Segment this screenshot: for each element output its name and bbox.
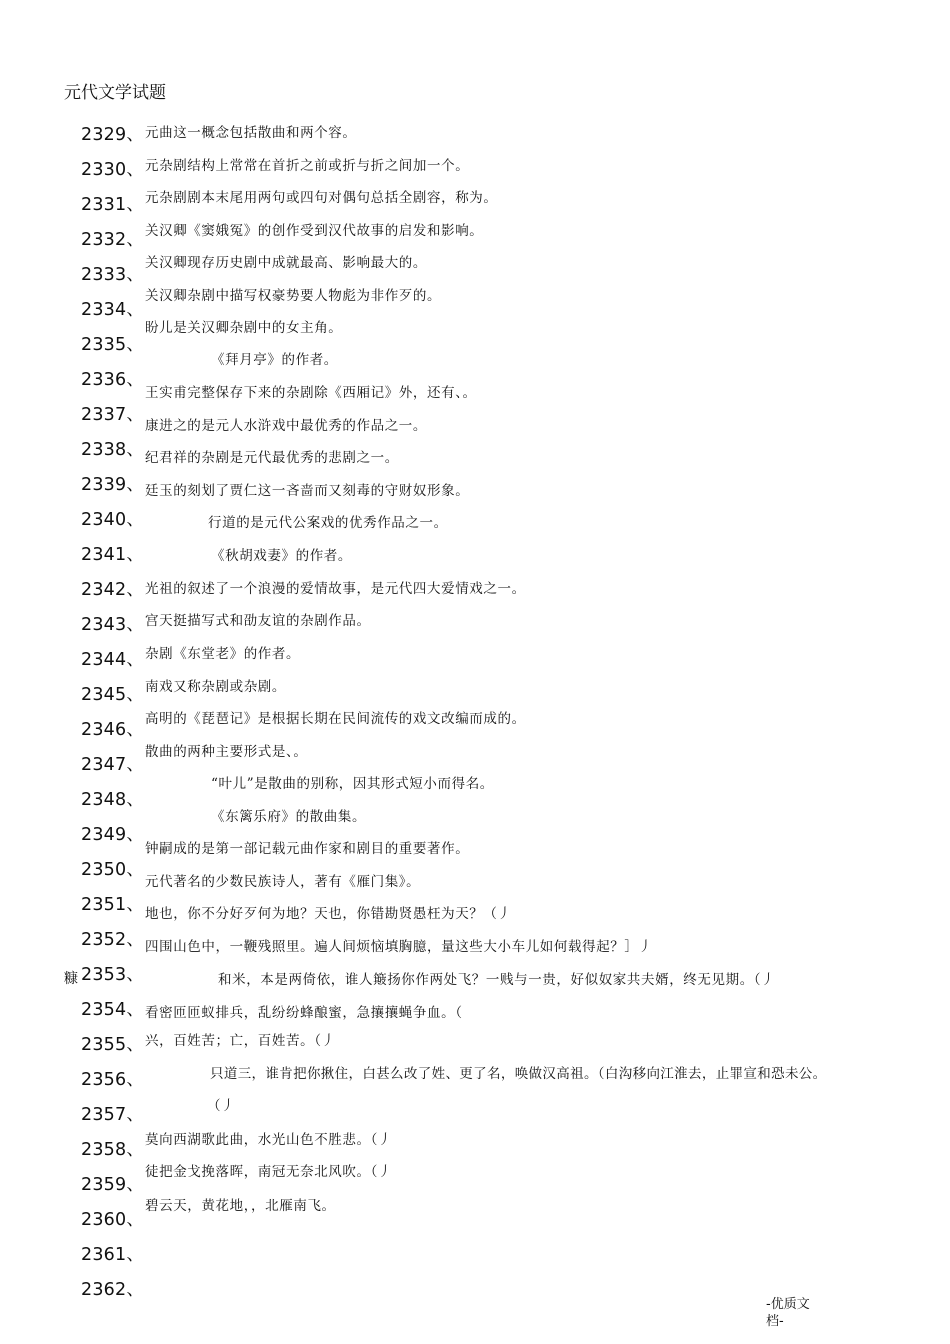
question-number: 2360、	[81, 1210, 145, 1230]
question-number: 2350、	[81, 860, 145, 880]
question-number: 2349、	[81, 825, 145, 845]
question-text: 宫天挺描写式和劭友谊的杂剧作品。	[145, 613, 371, 629]
question-number: 2354、	[81, 1000, 145, 1020]
question-text: 康进之的是元人水浒戏中最优秀的作品之一。	[145, 418, 427, 434]
question-number: 2351、	[81, 895, 145, 915]
question-number: 2346、	[81, 720, 145, 740]
question-text: 高明的《琵琶记》是根据长期在民间流传的戏文改编而成的。	[145, 711, 526, 727]
question-number: 2358、	[81, 1140, 145, 1160]
question-text: 莫向西湖歌此曲，水光山色不胜悲。（丿	[145, 1132, 393, 1148]
question-number: 2348、	[81, 790, 145, 810]
question-number: 2338、	[81, 440, 145, 460]
stray-character: 糠	[64, 971, 78, 987]
question-text: “叶儿”是散曲的别称，因其形式短小而得名。	[211, 776, 494, 792]
question-text: 元代著名的少数民族诗人，著有《雁门集》。	[145, 874, 421, 890]
question-text: 廷玉的刻划了贾仁这一吝啬而又刻毒的守财奴形象。	[145, 483, 470, 499]
question-text: 和米，本是两倚依，谁人簸扬你作两处飞？一贱与一贵，好似奴家共夫婿，终无见期。（丿	[218, 972, 776, 988]
footer-line-2: 档-	[766, 1314, 784, 1329]
question-text: 元杂剧结构上常常在首折之前或折与折之间加一个。	[145, 158, 470, 174]
question-text: 《秋胡戏妻》的作者。	[211, 548, 352, 564]
question-text: 兴，百姓苦；亡，百姓苦。（丿	[145, 1033, 336, 1049]
question-number: 2345、	[81, 685, 145, 705]
question-text: 关汉卿《窦娥冤》的创作受到汉代故事的启发和影响。	[145, 223, 484, 239]
question-number: 2342、	[81, 580, 145, 600]
question-text: 光祖的叙述了一个浪漫的爱情故事，是元代四大爱情戏之一。	[145, 581, 526, 597]
question-text: 元杂剧剧本末尾用两句或四句对偶句总括全剧容，称为。	[145, 190, 498, 206]
page-title: 元代文学试题	[64, 83, 166, 103]
question-text: 杂剧《东堂老》的作者。	[145, 646, 301, 662]
question-number: 2335、	[81, 335, 145, 355]
question-text: 四围山色中，一鞭残照里。遍人间烦恼填胸臆，量这些大小车儿如何载得起？］丿	[145, 939, 653, 955]
question-number: 2352、	[81, 930, 145, 950]
question-text: 地也，你不分好歹何为地？天也，你错勘贤愚枉为天？（丿	[145, 906, 512, 922]
question-number: 2343、	[81, 615, 145, 635]
question-number: 2341、	[81, 545, 145, 565]
question-text: 《拜月亭》的作者。	[211, 352, 338, 368]
question-text: 南戏又称杂剧或杂剧。	[145, 679, 286, 695]
question-text: （丿	[207, 1098, 236, 1114]
question-number: 2357、	[81, 1105, 145, 1125]
question-number: 2331、	[81, 195, 145, 215]
question-number: 2339、	[81, 475, 145, 495]
question-text: 只道三，谁肯把你揪住，白甚么改了姓、更了名，唤做汉高祖。（白沟移向江淮去，止罪宣和恐未公。	[210, 1066, 827, 1082]
question-text: 盼儿是关汉卿杂剧中的女主角。	[145, 320, 343, 336]
question-text: 徒把金戈挽落晖，南冠无奈北风吹。（丿	[145, 1164, 393, 1180]
question-number: 2359、	[81, 1175, 145, 1195]
question-text: 《东篱乐府》的散曲集。	[211, 809, 367, 825]
question-text: 碧云天，黄花地，，北雁南飞。	[145, 1198, 336, 1214]
question-number: 2347、	[81, 755, 145, 775]
question-text: 看密匝匝蚁排兵，乱纷纷蜂酿蜜，急攘攘蝇争血。（	[145, 1005, 463, 1021]
question-text: 关汉卿现存历史剧中成就最高、影响最大的。	[145, 255, 427, 271]
question-text: 钟嗣成的是第一部记载元曲作家和剧目的重要著作。	[145, 841, 470, 857]
question-number: 2356、	[81, 1070, 145, 1090]
question-text: 纪君祥的杂剧是元代最优秀的悲剧之一。	[145, 450, 399, 466]
question-text: 散曲的两种主要形式是、。	[145, 744, 308, 760]
question-number: 2362、	[81, 1280, 145, 1300]
question-text: 王实甫完整保存下来的杂剧除《西厢记》外，还有、。	[145, 385, 477, 401]
question-number: 2336、	[81, 370, 145, 390]
question-number: 2333、	[81, 265, 145, 285]
question-number: 2330、	[81, 160, 145, 180]
footer-line-1: -优质文	[766, 1297, 810, 1312]
question-number: 2334、	[81, 300, 145, 320]
question-number: 2340、	[81, 510, 145, 530]
question-number: 2361、	[81, 1245, 145, 1265]
question-number: 2337、	[81, 405, 145, 425]
question-text: 元曲这一概念包括散曲和两个容。	[145, 125, 357, 141]
question-number: 2329、	[81, 125, 145, 145]
question-number: 2353、	[81, 965, 145, 985]
question-number: 2344、	[81, 650, 145, 670]
question-text: 关汉卿杂剧中描写权豪势要人物彪为非作歹的。	[145, 288, 442, 304]
question-number: 2332、	[81, 230, 145, 250]
question-text: 行道的是元代公案戏的优秀作品之一。	[208, 515, 448, 531]
question-number: 2355、	[81, 1035, 145, 1055]
